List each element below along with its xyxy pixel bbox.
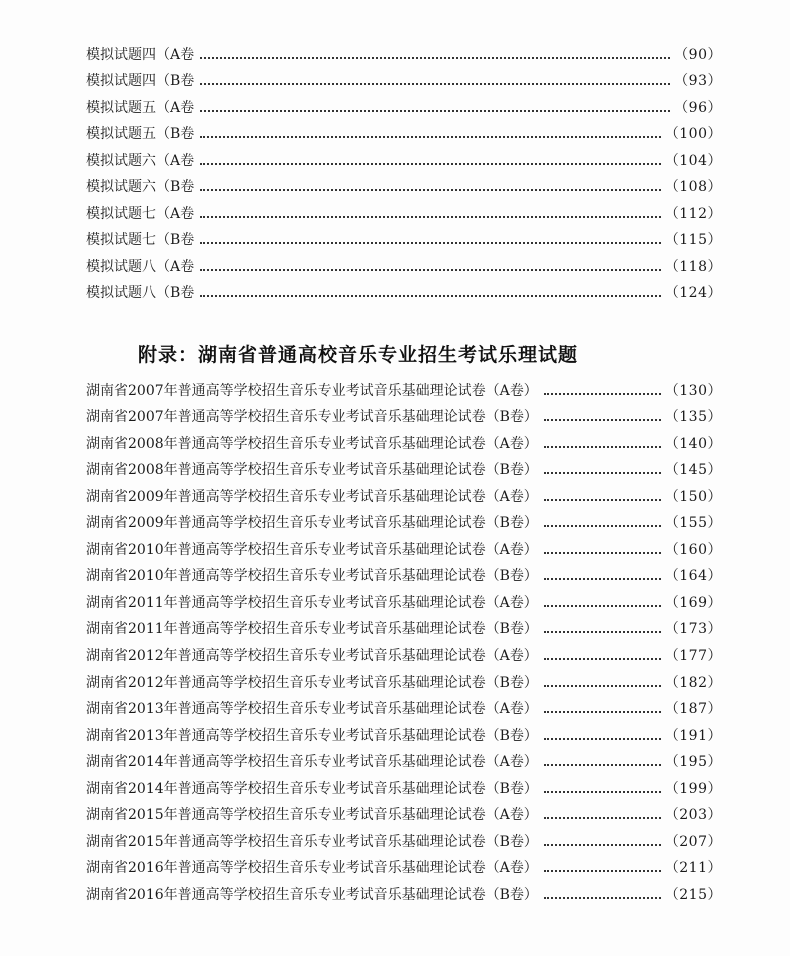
toc-entry-page: （130） [664, 382, 722, 399]
dot-leader [544, 685, 661, 687]
dot-leader [544, 393, 661, 395]
dot-leader [544, 631, 661, 633]
toc-entry[interactable] [86, 878, 722, 905]
dot-leader [544, 472, 661, 474]
dot-leader [544, 525, 661, 527]
dot-leader [544, 897, 661, 899]
dot-leader [544, 552, 661, 554]
dot-leader [544, 738, 661, 740]
toc-entry[interactable] [86, 144, 722, 171]
toc-entry-title: 模拟试题六（B卷 [86, 179, 195, 195]
dot-leader [544, 419, 661, 421]
toc-entry-title: 湖南省2016年普通高等学校招生音乐专业考试音乐基础理论试卷（B卷） [86, 886, 538, 903]
dot-leader [544, 870, 661, 872]
toc-section-appendix [86, 374, 722, 905]
toc-entry-title: 模拟试题五（B卷 [86, 126, 195, 142]
toc-entry-page: （112） [664, 205, 722, 222]
toc-entry-title: 模拟试题五（A卷 [86, 99, 195, 116]
toc-entry-title: 模拟试题七（B卷 [86, 232, 195, 248]
toc-entry-page: （169） [664, 594, 722, 611]
toc-section-mock-tests [86, 38, 722, 303]
toc-entry-title: 湖南省2010年普通高等学校招生音乐专业考试音乐基础理论试卷（B卷） [86, 568, 538, 585]
toc-entry-page: （100） [664, 126, 722, 142]
toc-entry-page: （155） [664, 515, 722, 532]
dot-leader [544, 605, 661, 607]
toc-entry-title: 湖南省2013年普通高等学校招生音乐专业考试音乐基础理论试卷（A卷） [86, 701, 538, 718]
dot-leader [544, 578, 661, 580]
toc-entry-title: 湖南省2011年普通高等学校招生音乐专业考试音乐基础理论试卷（A卷） [86, 594, 538, 611]
toc-entry-page: （124） [664, 285, 722, 301]
toc-entry[interactable] [86, 533, 722, 560]
toc-entry[interactable] [86, 799, 722, 826]
appendix-heading: 附录：湖南省普通高校音乐专业招生考试乐理试题 [138, 344, 579, 366]
toc-entry-page: （195） [664, 754, 722, 771]
toc-entry[interactable] [86, 454, 722, 481]
toc-entry-page: （115） [664, 232, 722, 248]
toc-entry-title: 模拟试题八（A卷 [86, 258, 195, 275]
toc-entry-page: （182） [664, 674, 722, 691]
dot-leader [544, 764, 661, 766]
toc-entry[interactable] [86, 118, 722, 145]
dot-leader [544, 658, 661, 660]
toc-entry-page: （140） [664, 435, 722, 452]
dot-leader [200, 163, 661, 165]
toc-entry[interactable] [86, 401, 722, 428]
toc-entry-page: （211） [664, 860, 722, 877]
toc-entry[interactable] [86, 746, 722, 773]
toc-entry-page: （203） [664, 807, 722, 824]
toc-entry[interactable] [86, 427, 722, 454]
toc-entry-title: 湖南省2009年普通高等学校招生音乐专业考试音乐基础理论试卷（A卷） [86, 488, 538, 505]
toc-entry-page: （187） [664, 701, 722, 718]
toc-entry-title: 模拟试题八（B卷 [86, 285, 195, 301]
toc-entry-page: （215） [664, 886, 722, 903]
dot-leader [200, 189, 660, 191]
toc-entry-title: 湖南省2012年普通高等学校招生音乐专业考试音乐基础理论试卷（B卷） [86, 674, 538, 691]
toc-entry[interactable] [86, 374, 722, 401]
toc-entry[interactable] [86, 224, 722, 251]
dot-leader [200, 110, 670, 112]
toc-entry[interactable] [86, 250, 722, 277]
toc-entry-title: 模拟试题四（B卷 [86, 73, 195, 89]
toc-entry[interactable] [86, 38, 722, 65]
toc-entry-title: 湖南省2014年普通高等学校招生音乐专业考试音乐基础理论试卷（A卷） [86, 754, 538, 771]
dot-leader [200, 83, 670, 85]
toc-entry[interactable] [86, 639, 722, 666]
toc-entry-page: （145） [664, 462, 722, 479]
dot-leader [200, 269, 661, 271]
toc-entry-page: （104） [664, 152, 722, 169]
toc-entry-page: （164） [664, 568, 722, 585]
toc-entry-title: 湖南省2012年普通高等学校招生音乐专业考试音乐基础理论试卷（A卷） [86, 648, 538, 665]
toc-entry[interactable] [86, 197, 722, 224]
toc-entry-page: （90） [674, 46, 722, 63]
toc-entry[interactable] [86, 171, 722, 198]
toc-entry-title: 湖南省2010年普通高等学校招生音乐专业考试音乐基础理论试卷（A卷） [86, 541, 538, 558]
dot-leader [544, 499, 661, 501]
dot-leader [200, 57, 670, 59]
toc-entry[interactable] [86, 507, 722, 534]
toc-entry-title: 湖南省2016年普通高等学校招生音乐专业考试音乐基础理论试卷（A卷） [86, 860, 538, 877]
dot-leader [544, 844, 661, 846]
toc-entry-page: （207） [664, 833, 722, 850]
toc-entry[interactable] [86, 65, 722, 92]
toc-entry[interactable] [86, 852, 722, 879]
toc-entry-page: （191） [664, 727, 722, 744]
dot-leader [544, 446, 661, 448]
toc-entry-title: 湖南省2009年普通高等学校招生音乐专业考试音乐基础理论试卷（B卷） [86, 515, 538, 532]
toc-entry[interactable] [86, 480, 722, 507]
toc-entry-title: 湖南省2008年普通高等学校招生音乐专业考试音乐基础理论试卷（B卷） [86, 462, 538, 479]
dot-leader [200, 136, 660, 138]
toc-entry-title: 湖南省2014年普通高等学校招生音乐专业考试音乐基础理论试卷（B卷） [86, 780, 538, 797]
toc-entry-title: 模拟试题四（A卷 [86, 46, 195, 63]
toc-entry[interactable] [86, 825, 722, 852]
toc-entry-title: 模拟试题六（A卷 [86, 152, 195, 169]
dot-leader [544, 791, 661, 793]
dot-leader [200, 295, 660, 297]
toc-entry[interactable] [86, 613, 722, 640]
toc-entry[interactable] [86, 586, 722, 613]
toc-entry-title: 湖南省2007年普通高等学校招生音乐专业考试音乐基础理论试卷（A卷） [86, 382, 538, 399]
toc-entry-page: （199） [664, 780, 722, 797]
toc-entry[interactable] [86, 91, 722, 118]
toc-entry-page: （173） [664, 621, 722, 638]
toc-entry-page: （135） [664, 409, 722, 426]
toc-entry[interactable] [86, 772, 722, 799]
toc-entry-title: 模拟试题七（A卷 [86, 205, 195, 222]
toc-entry-title: 湖南省2011年普通高等学校招生音乐专业考试音乐基础理论试卷（B卷） [86, 621, 538, 638]
toc-entry[interactable] [86, 666, 722, 693]
dot-leader [200, 216, 661, 218]
toc-entry-page: （108） [664, 179, 722, 195]
toc-entry-page: （118） [664, 258, 722, 275]
toc-entry-page: （96） [674, 99, 722, 116]
toc-entry-title: 湖南省2013年普通高等学校招生音乐专业考试音乐基础理论试卷（B卷） [86, 727, 538, 744]
dot-leader [544, 711, 661, 713]
toc-entry[interactable] [86, 277, 722, 304]
toc-entry-title: 湖南省2015年普通高等学校招生音乐专业考试音乐基础理论试卷（A卷） [86, 807, 538, 824]
toc-entry-page: （93） [674, 73, 722, 89]
toc-entry[interactable] [86, 693, 722, 720]
toc-entry-title: 湖南省2008年普通高等学校招生音乐专业考试音乐基础理论试卷（A卷） [86, 435, 538, 452]
dot-leader [200, 242, 660, 244]
toc-entry-title: 湖南省2007年普通高等学校招生音乐专业考试音乐基础理论试卷（B卷） [86, 409, 538, 426]
toc-entry[interactable] [86, 719, 722, 746]
toc-entry-page: （177） [664, 648, 722, 665]
dot-leader [544, 817, 661, 819]
toc-entry-page: （150） [664, 488, 722, 505]
toc-entry-page: （160） [664, 541, 722, 558]
toc-entry[interactable] [86, 560, 722, 587]
toc-entry-title: 湖南省2015年普通高等学校招生音乐专业考试音乐基础理论试卷（B卷） [86, 833, 538, 850]
